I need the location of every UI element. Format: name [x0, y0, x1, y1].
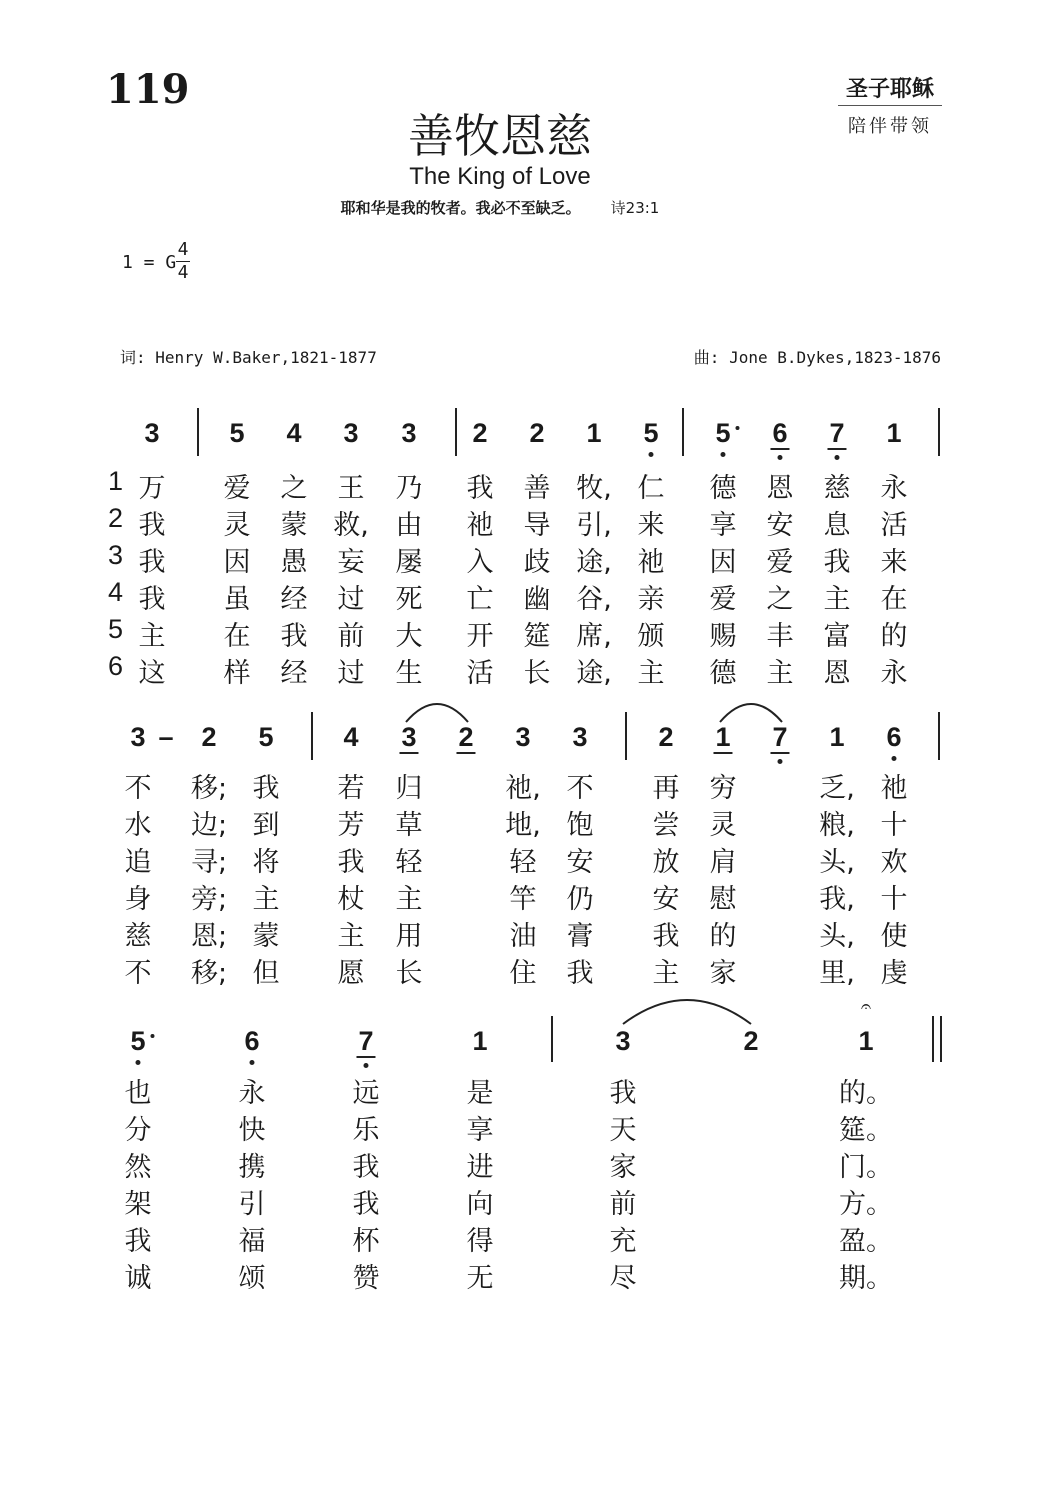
lyric-syllable: 追: [124, 847, 152, 878]
bar-line: [551, 1016, 553, 1062]
note: [715, 722, 730, 753]
lyric-syllable: 蒙: [280, 510, 308, 541]
lyric-syllable: 我: [337, 847, 365, 878]
lyric-syllable: 移;: [190, 773, 228, 804]
lyric-syllable: 过: [337, 658, 365, 689]
lyric-syllable: 入: [466, 547, 494, 578]
lyric-syllable: 的: [709, 921, 737, 952]
verse-number: 3: [108, 540, 124, 570]
lyric-syllable: 十: [880, 884, 908, 915]
lyric-syllable: 歧: [523, 547, 551, 578]
scripture-reference: 诗23:1: [610, 199, 660, 217]
note-digit: 3: [572, 722, 588, 752]
note: [343, 722, 358, 753]
lyric-syllable: 分: [124, 1115, 152, 1146]
lyric-syllable: 引: [238, 1189, 266, 1220]
lyric-syllable: 息: [823, 510, 851, 541]
lyric-syllable: 因: [223, 547, 251, 578]
composer-credit: 曲: Jone B.Dykes,1823-1876: [693, 348, 941, 367]
low-octave-dot: [892, 756, 897, 761]
lyric-syllable: 万: [138, 473, 166, 504]
note: [401, 418, 416, 449]
lyric-syllable: 移;: [190, 958, 228, 989]
lyric-syllable: 爱: [766, 547, 794, 578]
lyric-syllable: 引,: [576, 510, 612, 541]
lyric-syllable: 我: [566, 958, 594, 989]
bar-line: [938, 408, 940, 456]
lyric-syllable: 在: [880, 584, 908, 615]
note-digit: 7: [829, 418, 845, 448]
eighth-underline: [456, 752, 475, 754]
lyric-syllable: 的。: [839, 1078, 893, 1109]
verse-number: 6: [108, 651, 124, 681]
augmentation-dot: [736, 426, 740, 430]
verse-number: 1: [108, 466, 124, 496]
lyric-syllable: 慈: [823, 473, 851, 504]
lyric-syllable: 架: [124, 1189, 152, 1220]
note-digit: 2: [529, 418, 545, 448]
lyric-syllable: 安: [566, 847, 594, 878]
note: [743, 1026, 758, 1057]
lyric-syllable: 爱: [223, 473, 251, 504]
note-digit: 3: [401, 722, 417, 752]
lyric-syllable: 赐: [709, 621, 737, 652]
lyric-syllable: 之: [766, 584, 794, 615]
note-digit: 2: [472, 418, 488, 448]
lyric-syllable: 住: [509, 958, 537, 989]
lyric-syllable: 到: [252, 810, 280, 841]
note-digit: –: [158, 722, 174, 752]
note: [201, 722, 216, 753]
bar-line: [625, 712, 627, 760]
lyric-syllable: 颁: [637, 621, 665, 652]
lyric-syllable: 身: [124, 884, 152, 915]
low-octave-dot: [835, 455, 840, 460]
lyric-syllable: 因: [709, 547, 737, 578]
low-octave-dot: [364, 1063, 369, 1068]
lyric-syllable: 旁;: [190, 884, 228, 915]
lyric-syllable: 导: [523, 510, 551, 541]
lyric-syllable: 家: [709, 958, 737, 989]
lyric-syllable: 主: [337, 921, 365, 952]
slur: [406, 704, 468, 722]
lyric-syllable: 里,: [819, 958, 855, 989]
lyric-syllable: 是: [466, 1078, 494, 1109]
eighth-underline: [770, 752, 789, 754]
lyric-syllable: 生: [395, 658, 423, 689]
lyric-syllable: 门。: [839, 1152, 893, 1183]
note: [158, 722, 173, 753]
note-digit: 5: [715, 418, 731, 448]
lyric-syllable: 赞: [352, 1263, 380, 1294]
lyric-syllable: 主: [823, 584, 851, 615]
lyric-syllable: 若: [337, 773, 365, 804]
lyric-syllable: 妄: [337, 547, 365, 578]
lyric-syllable: 过: [337, 584, 365, 615]
note-digit: 1: [472, 1026, 488, 1056]
note: [858, 996, 874, 1057]
note-digit: 7: [358, 1026, 374, 1056]
lyric-syllable: 归: [395, 773, 423, 804]
low-octave-dot: [649, 452, 654, 457]
lyric-syllable: 油: [509, 921, 537, 952]
hymn-number: 119: [106, 66, 190, 113]
lyric-syllable: 筵。: [839, 1115, 893, 1146]
lyric-syllable: 不: [124, 773, 152, 804]
slur: [623, 1000, 751, 1024]
low-octave-dot: [778, 759, 783, 764]
note: [358, 1026, 373, 1057]
lyric-syllable: 也: [124, 1078, 152, 1109]
note-digit: 3: [343, 418, 359, 448]
hymn-title: 善牧恩慈: [408, 109, 592, 163]
bar-line: [938, 712, 940, 760]
lyric-syllable: 途,: [576, 547, 612, 578]
verse-number: 5: [108, 614, 124, 644]
note: [343, 418, 358, 449]
lyric-syllable: 我,: [819, 884, 855, 915]
bar-line: [455, 408, 457, 456]
note: [829, 722, 844, 753]
note-digit: 5: [258, 722, 274, 752]
note: [244, 1026, 259, 1057]
hymn-subtitle: The King of Love: [409, 163, 591, 190]
eighth-underline: [827, 448, 846, 450]
lyric-syllable: 竿: [509, 884, 537, 915]
note: [144, 418, 159, 449]
low-octave-dot: [778, 455, 783, 460]
note-digit: 1: [886, 418, 902, 448]
lyric-syllable: 期。: [839, 1263, 893, 1294]
lyric-syllable: 不: [124, 958, 152, 989]
lyric-syllable: 边;: [190, 810, 228, 841]
lyric-syllable: 我: [124, 1226, 152, 1257]
lyric-syllable: 活: [466, 658, 494, 689]
lyric-syllable: 我: [609, 1078, 637, 1109]
lyric-syllable: 得: [466, 1226, 494, 1257]
lyric-syllable: 无: [466, 1263, 494, 1294]
note: [886, 418, 901, 449]
lyric-syllable: 快: [238, 1115, 266, 1146]
note-digit: 5: [643, 418, 659, 448]
augmentation-dot: [151, 1034, 155, 1038]
lyric-syllable: 远: [352, 1078, 380, 1109]
lyric-syllable: 我: [352, 1189, 380, 1220]
note-digit: 2: [201, 722, 217, 752]
lyric-syllable: 主: [138, 621, 166, 652]
bar-line: [682, 408, 684, 456]
lyric-syllable: 肩: [709, 847, 737, 878]
lyric-syllable: 虽: [223, 584, 251, 615]
lyric-syllable: 草: [395, 810, 423, 841]
note-digit: 5: [130, 1026, 146, 1056]
note-digit: 3: [130, 722, 146, 752]
lyric-syllable: 寻;: [190, 847, 228, 878]
lyric-syllable: 我: [352, 1152, 380, 1183]
note: [572, 722, 587, 753]
note: [658, 722, 673, 753]
lyric-syllable: 我: [823, 547, 851, 578]
lyric-syllable: 进: [466, 1152, 494, 1183]
lyric-syllable: 经: [280, 584, 308, 615]
lyric-syllable: 再: [652, 773, 680, 804]
fermata-icon: 𝄐: [860, 996, 872, 1016]
lyric-syllable: 乃: [395, 473, 423, 504]
lyric-syllable: 富: [823, 621, 851, 652]
lyric-syllable: 亲: [637, 584, 665, 615]
low-octave-dot: [250, 1060, 255, 1065]
note-digit: 6: [772, 418, 788, 448]
lyric-syllable: 乏,: [819, 773, 855, 804]
bar-line: [311, 712, 313, 760]
lyric-syllable: 永: [238, 1078, 266, 1109]
note: [586, 418, 601, 449]
lyric-syllable: 福: [238, 1226, 266, 1257]
lyric-syllable: 经: [280, 658, 308, 689]
note: [130, 1026, 145, 1057]
lyric-syllable: 灵: [223, 510, 251, 541]
eighth-underline: [356, 1056, 375, 1058]
lyric-syllable: 诚: [124, 1263, 152, 1294]
lyric-syllable: 将: [252, 847, 280, 878]
lyric-syllable: 主: [395, 884, 423, 915]
lyric-syllable: 主: [766, 658, 794, 689]
lyric-syllable: 天: [609, 1115, 637, 1146]
slur: [720, 704, 782, 722]
lyric-syllable: 善: [523, 473, 551, 504]
lyric-syllable: 主: [637, 658, 665, 689]
note: [886, 722, 901, 753]
note: [515, 722, 530, 753]
lyric-syllable: 爱: [709, 584, 737, 615]
lyric-syllable: 救,: [333, 510, 369, 541]
lyric-syllable: 来: [880, 547, 908, 578]
note: [529, 418, 544, 449]
lyric-syllable: 向: [466, 1189, 494, 1220]
lyric-syllable: 灵: [709, 810, 737, 841]
lyric-syllable: 愿: [337, 958, 365, 989]
lyric-syllable: 丰: [766, 621, 794, 652]
lyric-syllable: 之: [280, 473, 308, 504]
lyric-syllable: 开: [466, 621, 494, 652]
lyric-syllable: 地,: [505, 810, 541, 841]
note-digit: 2: [743, 1026, 759, 1056]
note-digit: 1: [586, 418, 602, 448]
lyric-syllable: 蒙: [252, 921, 280, 952]
lyric-syllable: 牧,: [576, 473, 612, 504]
lyric-syllable: 屡: [395, 547, 423, 578]
lyric-syllable: 放: [652, 847, 680, 878]
low-octave-dot: [721, 452, 726, 457]
lyric-syllable: 由: [395, 510, 423, 541]
lyric-syllable: 我: [280, 621, 308, 652]
lyric-syllable: 杯: [352, 1226, 380, 1257]
lyric-syllable: 安: [766, 510, 794, 541]
verse-number: 4: [108, 577, 124, 607]
lyric-syllable: 途,: [576, 658, 612, 689]
note-digit: 2: [458, 722, 474, 752]
note-digit: 1: [858, 1026, 874, 1056]
note-digit: 3: [515, 722, 531, 752]
lyric-syllable: 我: [138, 510, 166, 541]
lyric-syllable: 欢: [880, 847, 908, 878]
time-signature-bottom: 4: [177, 262, 189, 283]
lyric-syllable: 安: [652, 884, 680, 915]
note-digit: 3: [615, 1026, 631, 1056]
eighth-underline: [399, 752, 418, 754]
lyric-syllable: 主: [652, 958, 680, 989]
note: [130, 722, 145, 753]
lyric-syllable: 享: [466, 1115, 494, 1146]
lyric-syllable: 饱: [566, 810, 594, 841]
lyric-syllable: 的: [880, 621, 908, 652]
lyric-syllable: 前: [337, 621, 365, 652]
lyric-syllable: 方。: [839, 1189, 893, 1220]
lyric-syllable: 充: [609, 1226, 637, 1257]
lyric-syllable: 头,: [819, 847, 855, 878]
bar-line: [932, 1016, 934, 1062]
note: [258, 722, 273, 753]
lyric-syllable: 愚: [280, 547, 308, 578]
lyric-syllable: 但: [252, 958, 280, 989]
lyric-syllable: 前: [609, 1189, 637, 1220]
lyric-syllable: 亡: [466, 584, 494, 615]
lyric-syllable: 享: [709, 510, 737, 541]
lyric-syllable: 用: [395, 921, 423, 952]
low-octave-dot: [136, 1060, 141, 1065]
note: [772, 418, 787, 449]
lyric-syllable: 轻: [395, 847, 423, 878]
lyric-syllable: 恩: [766, 473, 794, 504]
lyric-syllable: 十: [880, 810, 908, 841]
lyric-syllable: 活: [880, 510, 908, 541]
note: [715, 418, 730, 449]
lyric-syllable: 筵: [523, 621, 551, 652]
lyric-syllable: 永: [880, 473, 908, 504]
lyric-syllable: 使: [880, 921, 908, 952]
note-digit: 3: [401, 418, 417, 448]
note-digit: 6: [244, 1026, 260, 1056]
bar-line: [197, 408, 199, 456]
lyric-syllable: 样: [223, 658, 251, 689]
note-digit: 7: [772, 722, 788, 752]
lyric-syllable: 德: [709, 473, 737, 504]
lyric-syllable: 慈: [124, 921, 152, 952]
lyric-syllable: 祂,: [505, 773, 541, 804]
note-digit: 3: [144, 418, 160, 448]
lyric-syllable: 虔: [880, 958, 908, 989]
lyric-syllable: 尽: [609, 1263, 637, 1294]
note-digit: 5: [229, 418, 245, 448]
note-digit: 2: [658, 722, 674, 752]
lyric-syllable: 恩: [823, 658, 851, 689]
bar-line: [940, 1016, 942, 1062]
lyric-syllable: 大: [395, 621, 423, 652]
scripture-text: 耶和华是我的牧者。我必不至缺乏。: [340, 199, 581, 217]
note: [829, 418, 844, 449]
lyric-syllable: 谷,: [576, 584, 612, 615]
lyric-syllable: 德: [709, 658, 737, 689]
note-digit: 1: [829, 722, 845, 752]
note: [286, 418, 301, 449]
lyric-syllable: 我: [138, 584, 166, 615]
lyric-syllable: 家: [609, 1152, 637, 1183]
note: [472, 418, 487, 449]
lyric-syllable: 杖: [337, 884, 365, 915]
lyric-syllable: 祂: [466, 510, 494, 541]
note: [772, 722, 787, 753]
lyric-syllable: 盈。: [839, 1226, 893, 1257]
lyric-syllable: 慰: [709, 884, 737, 915]
lyric-syllable: 在: [223, 621, 251, 652]
lyric-syllable: 来: [637, 510, 665, 541]
lyric-syllable: 祂: [880, 773, 908, 804]
lyric-syllable: 头,: [819, 921, 855, 952]
note: [458, 722, 473, 753]
lyric-syllable: 粮,: [819, 810, 855, 841]
time-signature-top: 4: [177, 239, 189, 260]
category-sublabel: 陪伴带领: [848, 116, 932, 137]
lyric-syllable: 席,: [576, 621, 612, 652]
lyric-syllable: 主: [252, 884, 280, 915]
note-digit: 1: [715, 722, 731, 752]
lyricist-credit: 词: Henry W.Baker,1821-1877: [120, 348, 377, 367]
lyric-syllable: 仁: [637, 473, 665, 504]
note-digit: 4: [343, 722, 359, 752]
lyric-syllable: 携: [238, 1152, 266, 1183]
lyric-syllable: 乐: [352, 1115, 380, 1146]
lyric-syllable: 我: [252, 773, 280, 804]
lyric-syllable: 然: [124, 1152, 152, 1183]
lyric-syllable: 水: [124, 810, 152, 841]
lyric-syllable: 长: [395, 958, 423, 989]
lyric-syllable: 芳: [337, 810, 365, 841]
lyric-syllable: 轻: [509, 847, 537, 878]
category-label: 圣子耶稣: [838, 72, 942, 106]
lyric-syllable: 幽: [523, 584, 551, 615]
note-digit: 6: [886, 722, 902, 752]
lyric-syllable: 死: [395, 584, 423, 615]
verse-number: 2: [108, 503, 124, 533]
eighth-underline: [713, 752, 732, 754]
lyric-syllable: 我: [652, 921, 680, 952]
lyric-syllable: 恩;: [190, 921, 228, 952]
lyric-syllable: 我: [466, 473, 494, 504]
lyric-syllable: 这: [138, 658, 166, 689]
note: [401, 722, 416, 753]
lyric-syllable: 祂: [637, 547, 665, 578]
lyric-syllable: 永: [880, 658, 908, 689]
eighth-underline: [770, 448, 789, 450]
note-digit: 4: [286, 418, 302, 448]
note: [643, 418, 658, 449]
lyric-syllable: 膏: [566, 921, 594, 952]
lyric-syllable: 王: [337, 473, 365, 504]
note: [229, 418, 244, 449]
lyric-syllable: 长: [523, 658, 551, 689]
note: [615, 1026, 630, 1057]
key-signature: 1 = G: [122, 252, 177, 273]
lyric-syllable: 尝: [652, 810, 680, 841]
lyric-syllable: 我: [138, 547, 166, 578]
lyric-syllable: 穷: [709, 773, 737, 804]
lyric-syllable: 颂: [238, 1263, 266, 1294]
lyric-syllable: 不: [566, 773, 594, 804]
note: [472, 1026, 487, 1057]
lyric-syllable: 仍: [566, 884, 594, 915]
